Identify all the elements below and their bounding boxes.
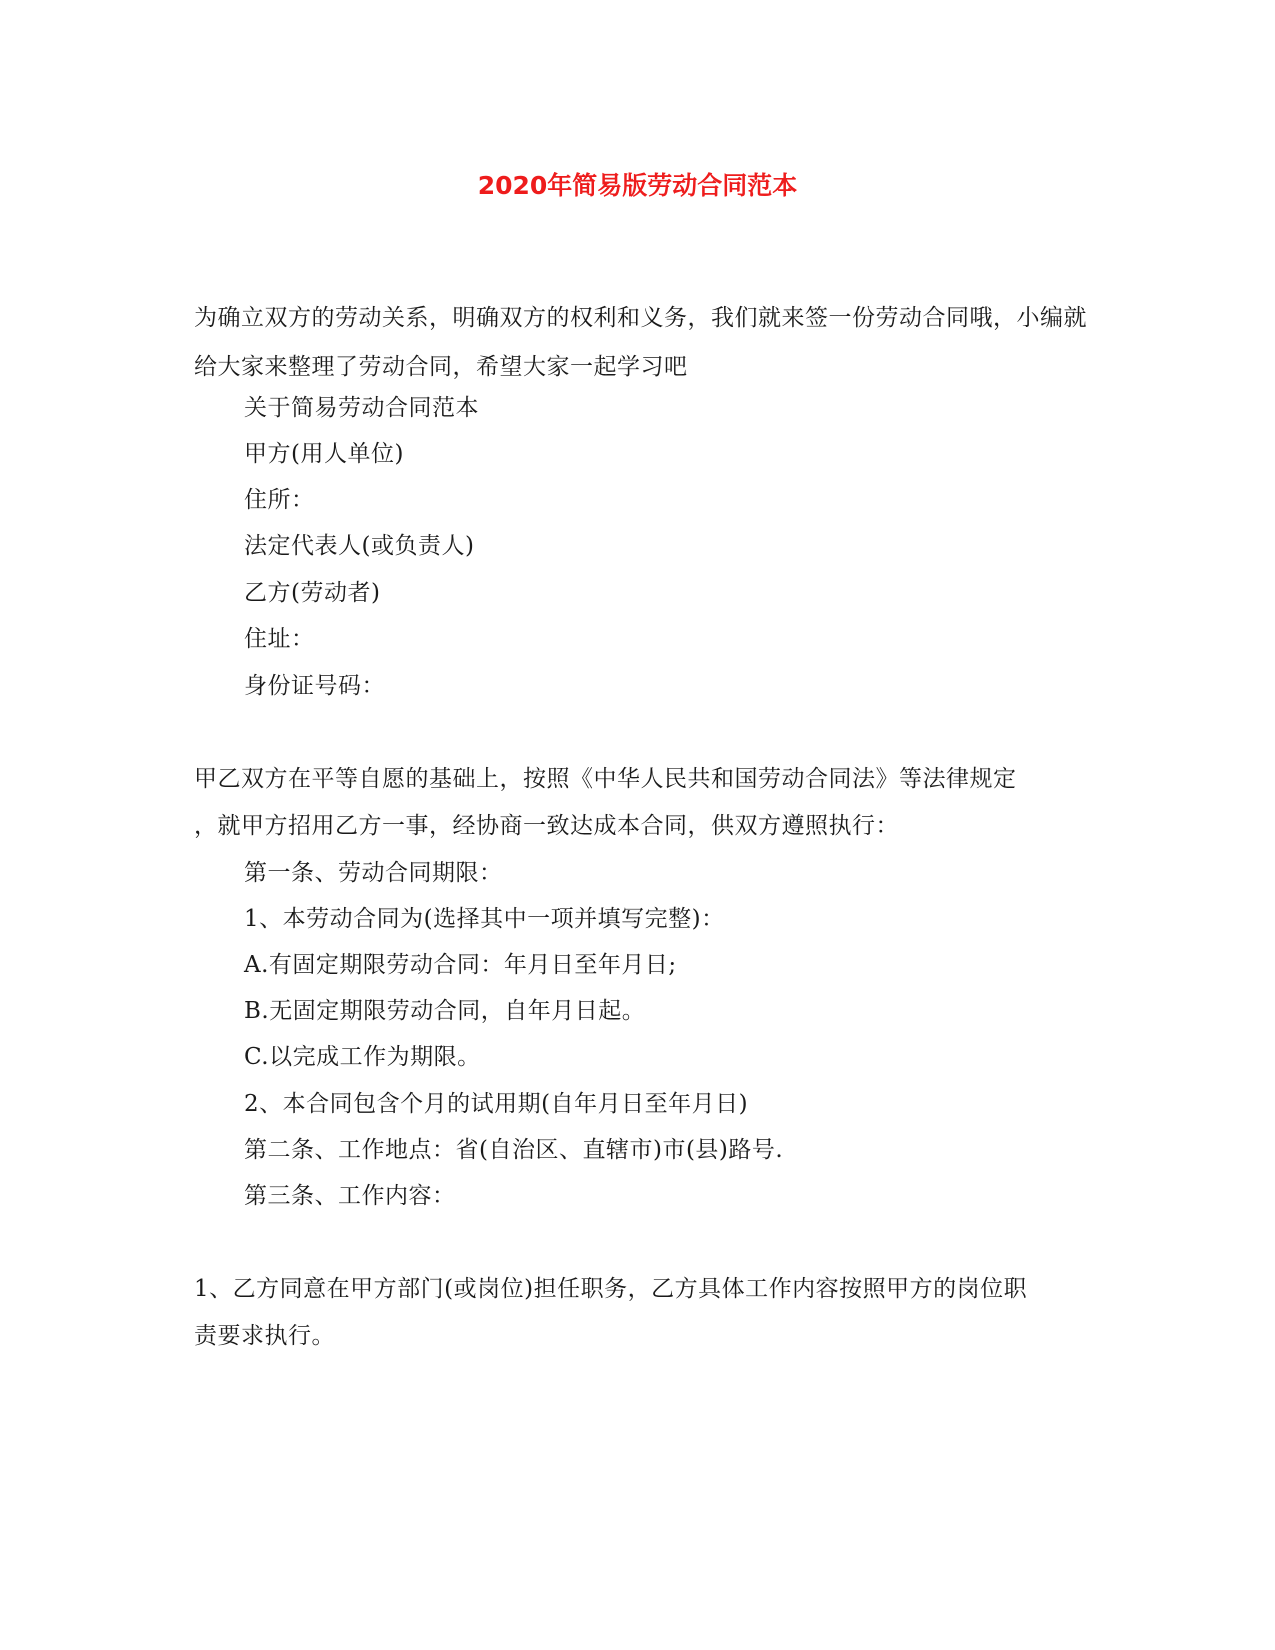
duty-line-2: 责要求执行。 (194, 1323, 335, 1349)
clause-option-c: C.以完成工作为期限。 (244, 1044, 481, 1070)
duty-line-1: 1、乙方同意在甲方部门(或岗位)担任职务，乙方具体工作内容按照甲方的岗位职 (194, 1276, 1028, 1302)
intro-paragraph: 为确立双方的劳动关系，明确双方的权利和义务，我们就来签一份劳动合同哦，小编就给大家来整理了劳动合同，希望大家一起学习吧 (194, 305, 1087, 380)
agreement-line-1: 甲乙双方在平等自愿的基础上，按照《中华人民共和国劳动合同法》等法律规定 (194, 766, 1017, 792)
clause-article-2: 第二条、工作地点：省(自治区、直辖市)市(县)路号. (244, 1137, 784, 1163)
document-title: 2020年简易版劳动合同范本 (477, 171, 798, 200)
header-line-legal-representative: 法定代表人(或负责人) (244, 533, 475, 559)
header-line-party-b-address: 住址： (244, 626, 315, 652)
header-line-id-number: 身份证号码： (244, 673, 385, 699)
clause-item-2: 2、本合同包含个月的试用期(自年月日至年月日) (244, 1091, 749, 1117)
clause-article-1: 第一条、劳动合同期限： (244, 860, 503, 886)
clause-option-a: A.有固定期限劳动合同：年月日至年月日; (244, 952, 677, 978)
header-line-party-a: 甲方(用人单位) (244, 441, 404, 467)
header-line-party-a-address: 住所： (244, 487, 315, 513)
header-line-party-b: 乙方(劳动者) (244, 580, 381, 606)
header-line-contract-name: 关于简易劳动合同范本 (244, 395, 479, 421)
clause-option-b: B.无固定期限劳动合同，自年月日起。 (244, 998, 646, 1024)
clause-article-3: 第三条、工作内容： (244, 1183, 456, 1209)
clause-item-1: 1、本劳动合同为(选择其中一项并填写完整)： (244, 906, 725, 932)
agreement-line-2: ，就甲方招用乙方一事，经协商一致达成本合同，供双方遵照执行： (194, 813, 899, 839)
